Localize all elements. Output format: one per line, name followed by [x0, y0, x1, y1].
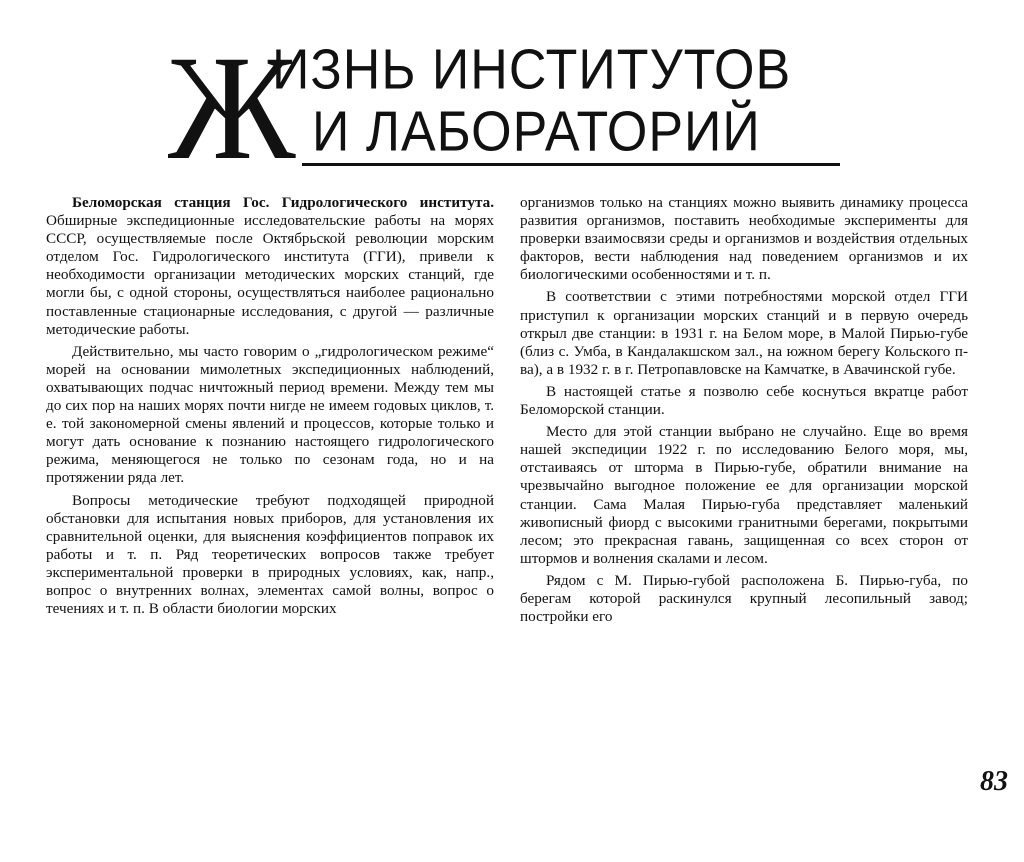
- right-column: [520, 194, 968, 630]
- left-column: [46, 194, 494, 622]
- left-paragraph-1-text: Обширные экспедиционные исследовательские работы на морях СССР, осуществляемые после Октябрьской революции морским отделом Гос. Гидрологического института (ГГИ), привели к необходимости организации методических морских станций, где могли бы, с одной стороны, осуществляться наиболее рационально поставленные стационарные исследования, с другой — различные методические работы.: [46, 212, 494, 338]
- page-number: 83: [980, 766, 1008, 797]
- left-paragraph-3: Вопросы методические требуют подходящей природной обстановки для испытания новых приборов, для установления их сравнительной оценки, для выяснения коэффициентов поправок их работы и т. п. Ряд теоретических вопросов также требует экспериментальной проверки в природных условиях, как, напр., вопрос о внутренних волнах, элементах самой волны, вопрос о течениях и т. п. В области биологии морских: [46, 491, 494, 618]
- left-paragraph-2: Действительно, мы часто говорим о „гидрологическом режиме“ морей на основании мимолетных экспедиционных наблюдений, охватывающих подчас ничтожный период времени. Между тем мы до сих пор на наших морях почти нигде не имеем годовых циклов, т. е. той закономерной смены явлений и процессов, которые только и могут дать основание к познанию настоящего гидрологического режима, меняющегося не только по сезонам года, но и на протяжении ряда лет.: [46, 342, 494, 487]
- right-paragraph-1: организмов только на станциях можно выявить динамику процесса развития организмов, поставить необходимые эксперименты для проверки взаимосвязи среды и организмов и воздействия отдельных факторов, вести наблюдения над поведением организмов и их биологическими особенностями и т. п.: [520, 194, 968, 284]
- right-paragraph-5: Рядом с М. Пирью-губой расположена Б. Пирью-губа, по берегам которой раскинулся крупный лесопильный завод; постройки его: [520, 571, 968, 626]
- heading-initial-letter: Ж: [168, 25, 296, 191]
- article-heading: [160, 25, 880, 191]
- right-paragraph-4: Место для этой станции выбрано не случайно. Еще во время нашей экспедиции 1922 г. по исследованию Белого моря, мы, отстаиваясь от шторма в Пирью-губе, обратили внимание на чрезвычайно выгодное положение ее для организации морской станции. Сама Малая Пирью-губа представляет маленький живописный фиорд с высокими гранитными берегами, покрытыми лесом; это прекрасная гавань, защищенная со всех сторон от штормов и волнения скалами и лесом.: [520, 423, 968, 567]
- heading-line-2: И ЛАБОРАТОРИЙ: [312, 100, 761, 164]
- left-paragraph-1: [46, 194, 494, 339]
- right-paragraph-2: В соответствии с этими потребностями морской отдел ГГИ приступил к организации морских станций и в первую очередь открыл две станции: в 1931 г. на Белом море, в Малой Пирью-губе (близ с. Умба, в Кандалакшском зал., на южном берегу Кольского п-ва), а в 1932 г. в г. Петропавловске на Камчатке, в Авачинской губе.: [520, 288, 968, 378]
- right-paragraph-3: В настоящей статье я позволю себе коснуться вкратце работ Беломорской станции.: [520, 382, 968, 419]
- heading-underline-rule: [302, 163, 840, 166]
- heading-line-1: ИЗНЬ ИНСТИТУТОВ: [272, 38, 792, 102]
- section-lead-title: Беломорская станция Гос. Гидрологического института.: [72, 194, 494, 211]
